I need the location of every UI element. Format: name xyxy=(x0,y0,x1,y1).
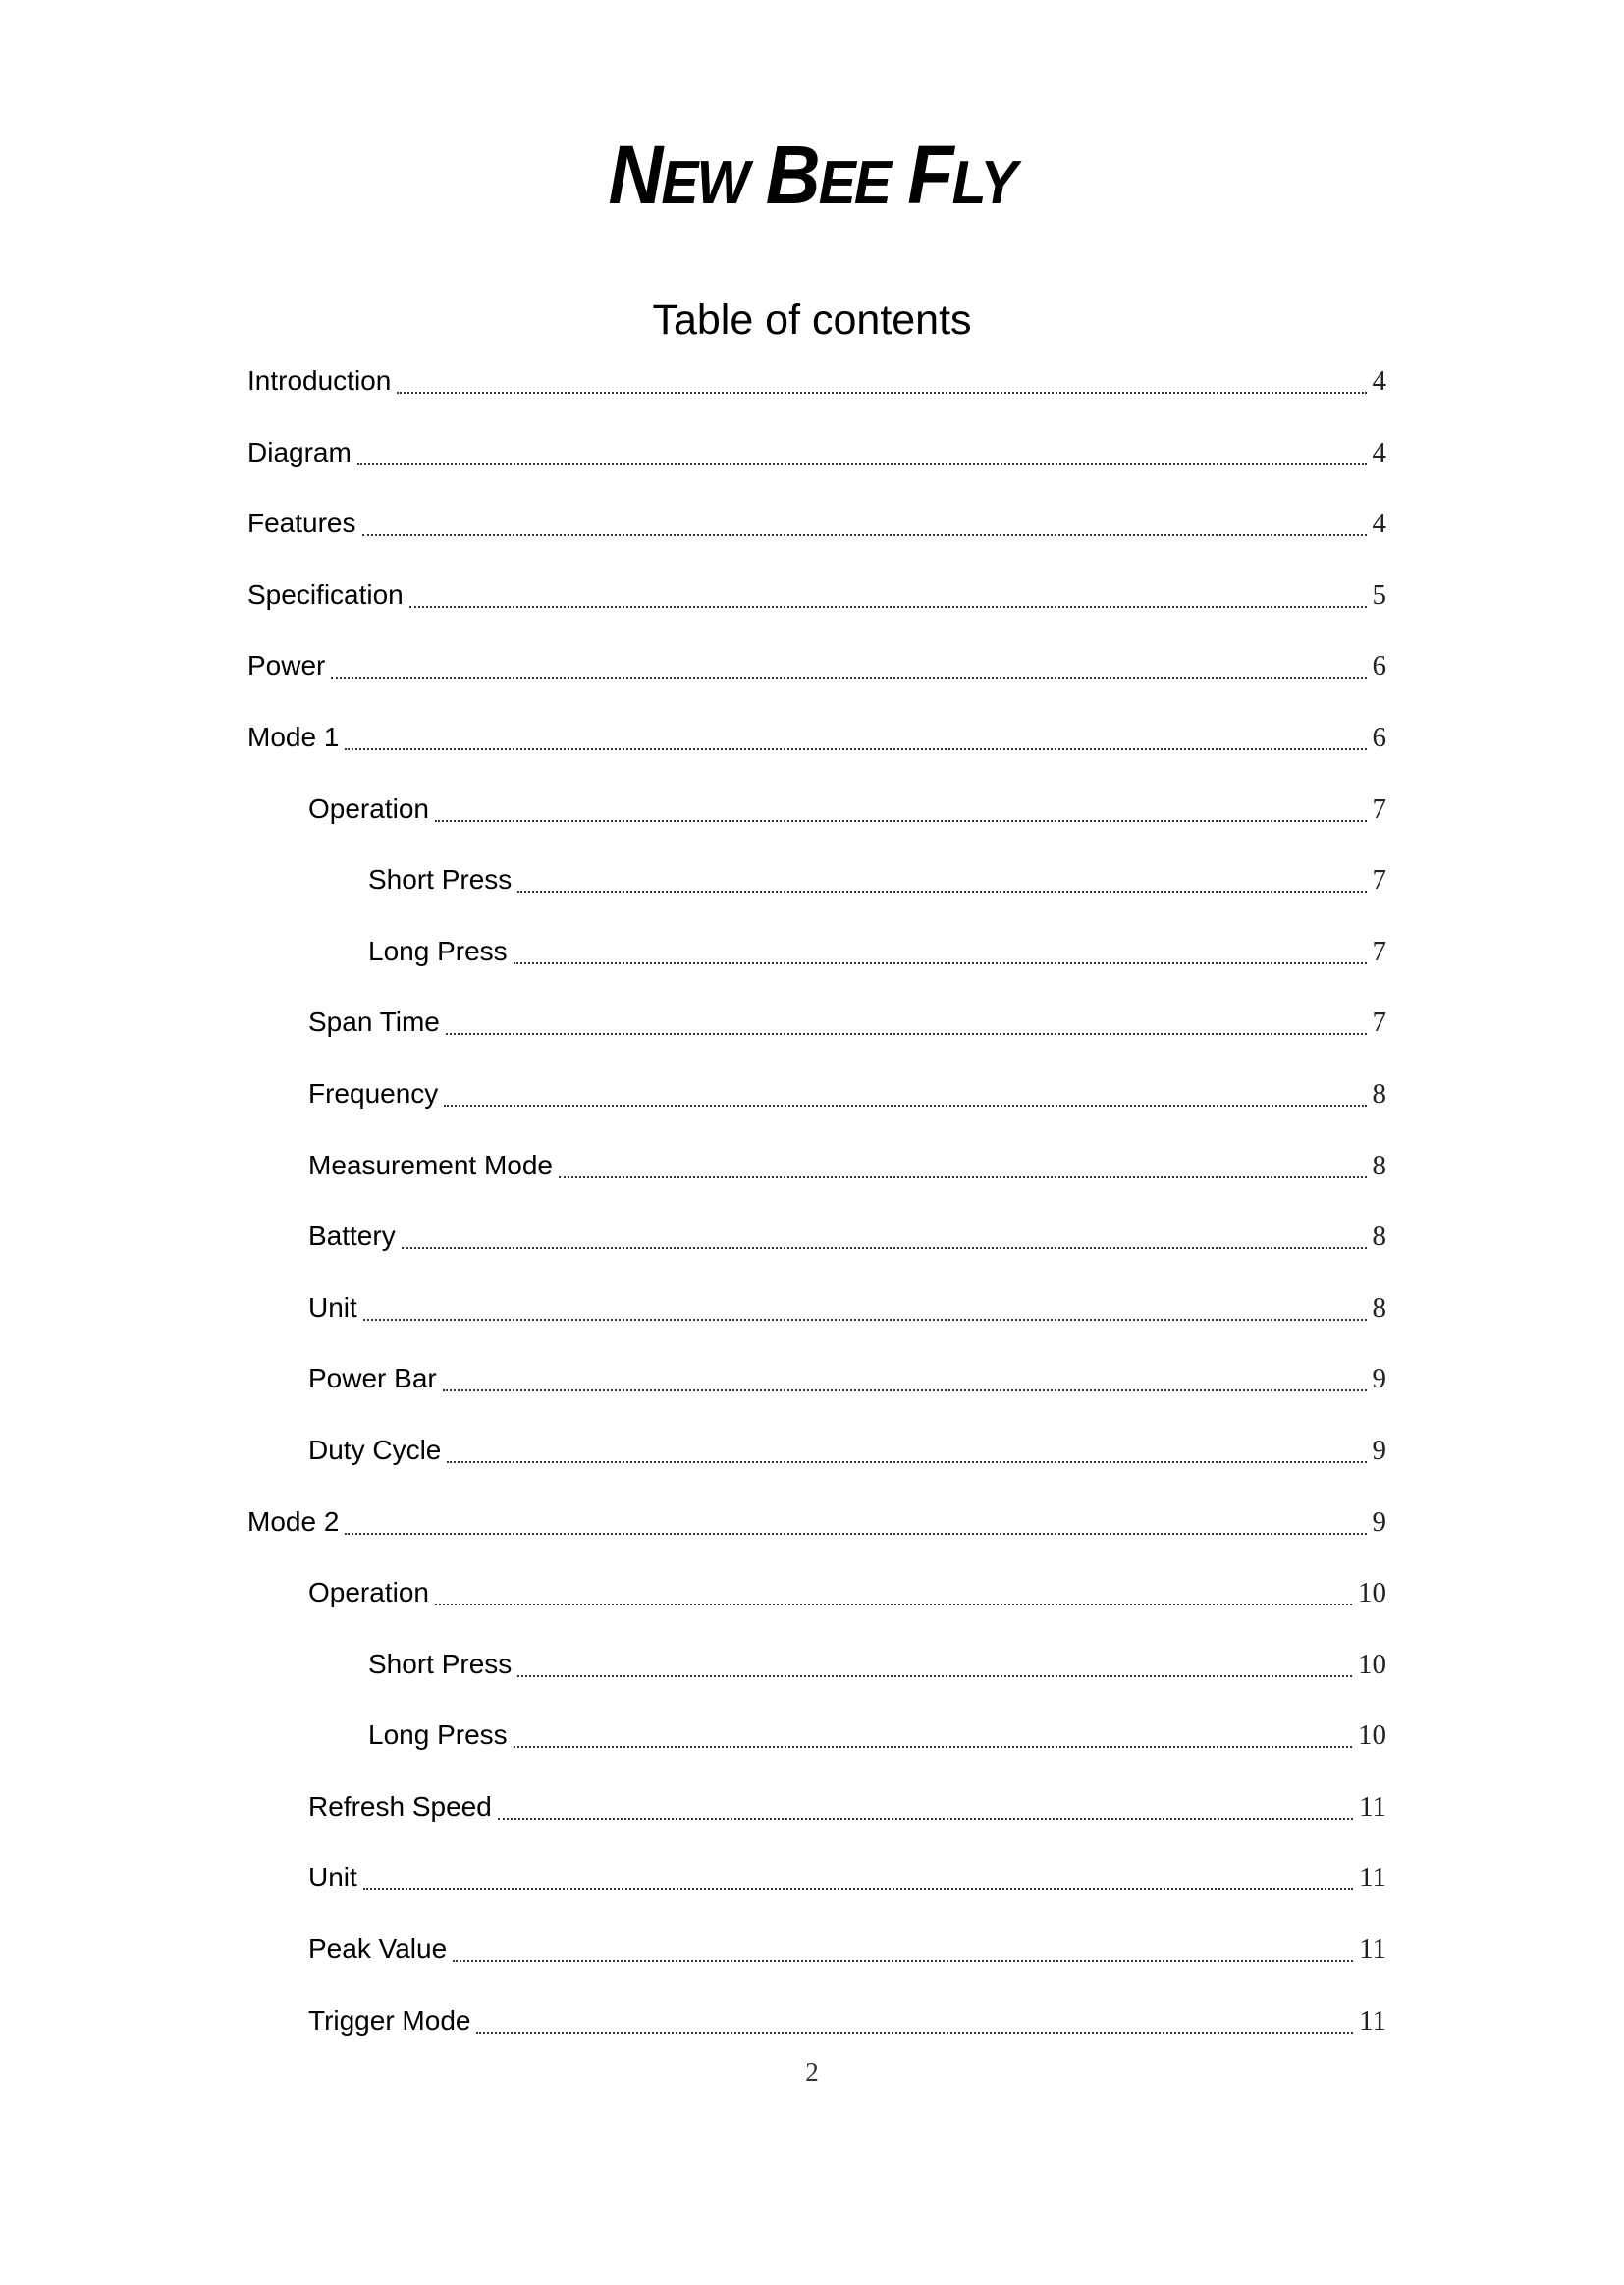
toc-dot-leader xyxy=(363,1858,1353,1890)
toc-dot-leader xyxy=(363,1288,1367,1321)
toc-entry-page: 4 xyxy=(1372,436,1386,468)
toc-entry[interactable] xyxy=(247,1288,1386,1360)
toc-entry-label: Frequency xyxy=(308,1077,439,1109)
toc-entry[interactable] xyxy=(247,1217,1386,1288)
toc-entry-label: Operation xyxy=(308,792,429,824)
toc-dot-leader xyxy=(453,1930,1353,1962)
toc-entry[interactable] xyxy=(247,504,1386,575)
toc-dot-leader xyxy=(435,1573,1352,1605)
toc-entry-page: 11 xyxy=(1359,1933,1386,1966)
toc-entry-page: 9 xyxy=(1372,1434,1386,1466)
toc-entry[interactable] xyxy=(247,1645,1386,1716)
toc-entry[interactable] xyxy=(247,361,1386,433)
toc-entry-label: Span Time xyxy=(308,1006,440,1038)
toc-entry-page: 11 xyxy=(1359,1862,1386,1894)
toc-entry-label: Features xyxy=(247,508,356,539)
toc-dot-leader xyxy=(435,789,1367,822)
toc-entry-page: 10 xyxy=(1358,1719,1386,1752)
toc-dot-leader xyxy=(446,1003,1367,1035)
toc-entry-label: Peak Value xyxy=(308,1933,448,1965)
toc-entry-page: 8 xyxy=(1372,1291,1386,1324)
table-of-contents xyxy=(247,361,1386,2072)
toc-entry[interactable] xyxy=(247,1074,1386,1146)
toc-entry[interactable] xyxy=(247,433,1386,505)
toc-entry[interactable] xyxy=(247,1502,1386,1574)
toc-entry-page: 4 xyxy=(1372,365,1386,397)
toc-entry-label: Mode 1 xyxy=(247,721,340,752)
toc-dot-leader xyxy=(397,361,1366,394)
logo-letter: B xyxy=(765,129,819,221)
toc-dot-leader xyxy=(517,860,1366,893)
toc-entry-label: Refresh Speed xyxy=(308,1790,492,1822)
toc-entry-label: Diagram xyxy=(247,436,352,467)
toc-entry-page: 7 xyxy=(1372,935,1386,967)
toc-entry-page: 8 xyxy=(1372,1221,1386,1253)
page-number: 2 xyxy=(805,2057,819,2087)
toc-entry-page: 8 xyxy=(1372,1077,1386,1110)
toc-entry-page: 5 xyxy=(1372,578,1386,611)
toc-entry-label: Unit xyxy=(308,1291,357,1323)
toc-entry-label: Power xyxy=(247,650,326,681)
toc-entry-label: Power Bar xyxy=(308,1363,437,1394)
toc-entry-label: Long Press xyxy=(368,935,508,966)
toc-entry-page: 7 xyxy=(1372,1006,1386,1039)
toc-entry-page: 10 xyxy=(1358,1648,1386,1680)
logo-letters: EE xyxy=(818,149,891,217)
toc-entry[interactable] xyxy=(247,1146,1386,1218)
toc-entry-page: 11 xyxy=(1359,2004,1386,2037)
toc-entry-page: 6 xyxy=(1372,650,1386,682)
toc-dot-leader xyxy=(514,1715,1352,1748)
toc-entry[interactable] xyxy=(247,932,1386,1004)
toc-entry-label: Trigger Mode xyxy=(308,2004,471,2036)
toc-title: Table of contents xyxy=(652,297,972,344)
toc-entry[interactable] xyxy=(247,646,1386,718)
toc-entry[interactable] xyxy=(247,718,1386,789)
toc-entry[interactable] xyxy=(247,789,1386,861)
logo-letters: LY xyxy=(951,149,1016,217)
logo-letter: N xyxy=(608,129,662,221)
toc-entry[interactable] xyxy=(247,1858,1386,1930)
toc-dot-leader xyxy=(331,646,1366,679)
toc-entry[interactable] xyxy=(247,1930,1386,2001)
toc-entry-page: 6 xyxy=(1372,721,1386,753)
toc-dot-leader xyxy=(444,1074,1366,1107)
toc-dot-leader xyxy=(476,2001,1353,2034)
toc-entry-page: 9 xyxy=(1372,1363,1386,1395)
toc-entry-label: Mode 2 xyxy=(247,1505,340,1537)
toc-entry-page: 4 xyxy=(1372,508,1386,540)
toc-dot-leader xyxy=(345,718,1366,750)
toc-entry-label: Battery xyxy=(308,1221,396,1252)
toc-entry-label: Short Press xyxy=(368,1648,513,1679)
toc-entry[interactable] xyxy=(247,1787,1386,1859)
toc-dot-leader xyxy=(357,433,1367,465)
toc-entry[interactable] xyxy=(247,1003,1386,1074)
toc-entry-label: Duty Cycle xyxy=(308,1434,442,1465)
toc-entry-label: Measurement Mode xyxy=(308,1149,554,1180)
toc-entry-label: Specification xyxy=(247,578,404,610)
toc-entry-label: Long Press xyxy=(368,1719,508,1751)
toc-entry-label: Operation xyxy=(308,1577,429,1608)
toc-dot-leader xyxy=(559,1146,1366,1178)
toc-entry[interactable] xyxy=(247,1359,1386,1431)
logo-letter: F xyxy=(907,129,952,221)
toc-dot-leader xyxy=(517,1645,1352,1677)
toc-entry-page: 7 xyxy=(1372,792,1386,825)
toc-entry[interactable] xyxy=(247,1573,1386,1645)
toc-entry[interactable] xyxy=(247,860,1386,932)
toc-dot-leader xyxy=(447,1431,1366,1463)
toc-dot-leader xyxy=(345,1502,1366,1535)
toc-entry-page: 9 xyxy=(1372,1505,1386,1538)
toc-entry-page: 7 xyxy=(1372,864,1386,897)
toc-entry[interactable] xyxy=(247,1715,1386,1787)
toc-entry-label: Introduction xyxy=(247,365,392,396)
toc-entry-label: Unit xyxy=(308,1862,357,1893)
toc-dot-leader xyxy=(409,575,1367,608)
brand-logo xyxy=(65,126,1559,224)
toc-dot-leader xyxy=(514,932,1367,964)
toc-entry-label: Short Press xyxy=(368,864,513,896)
toc-entry[interactable] xyxy=(247,575,1386,647)
toc-dot-leader xyxy=(443,1359,1367,1391)
logo-letters: EW xyxy=(661,149,748,217)
toc-dot-leader xyxy=(498,1787,1353,1820)
toc-entry-page: 11 xyxy=(1359,1790,1386,1823)
toc-dot-leader xyxy=(402,1217,1367,1249)
toc-entry-page: 10 xyxy=(1358,1577,1386,1609)
toc-entry-page: 8 xyxy=(1372,1149,1386,1181)
toc-dot-leader xyxy=(362,504,1367,536)
toc-entry[interactable] xyxy=(247,1431,1386,1502)
